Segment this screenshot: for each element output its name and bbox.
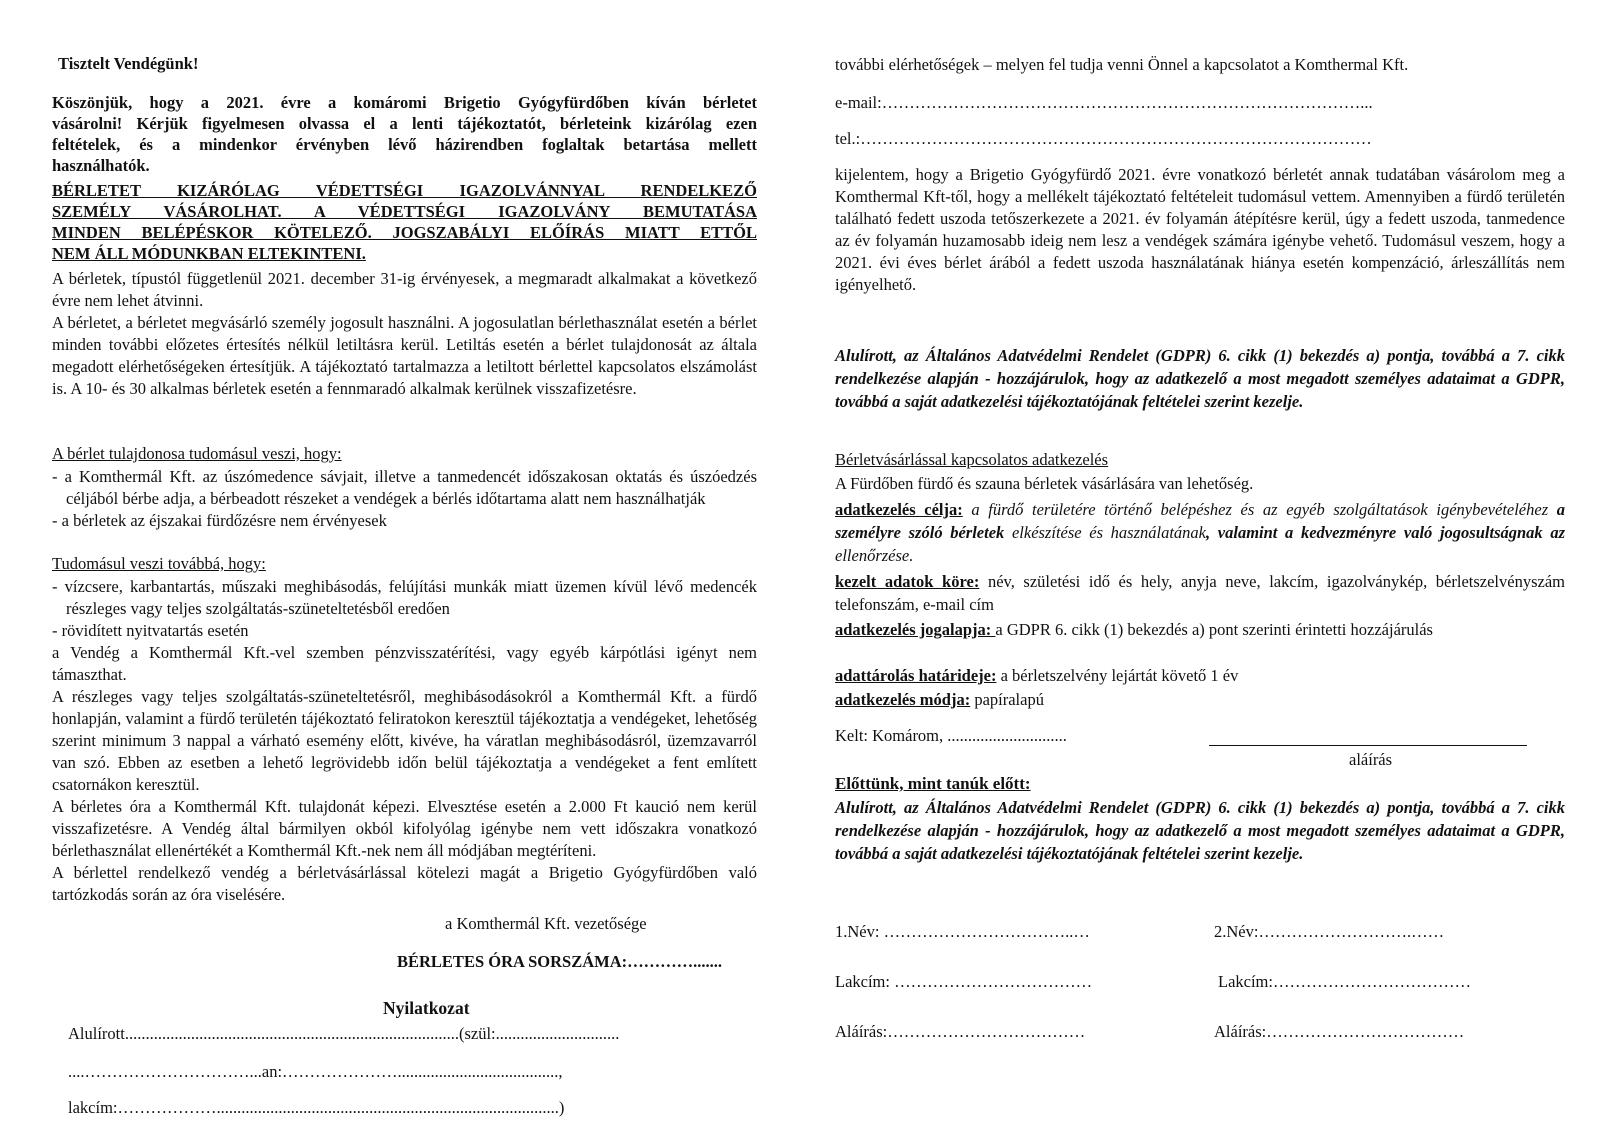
also-heading: Tudomásul veszi továbbá, hogy:: [52, 554, 266, 573]
intro-line: feltételek, és a mindenkor érvényben lévő házirendben foglaltak betartása mellett: [52, 135, 757, 154]
warning-line: MINDEN BELÉPÉSKOR KÖTELEZŐ. JOGSZABÁLYI ELŐÍRÁS MIATT ETTŐL: [52, 223, 757, 242]
declaration-title: Nyilatkozat: [383, 998, 470, 1018]
purpose-paragraph: [835, 498, 1565, 567]
witness1-signature-field[interactable]: Aláírás:………………………………: [835, 1022, 1086, 1041]
purpose-text: elkészítése és használatának: [1004, 523, 1206, 542]
witness2-address-field[interactable]: Lakcím:………………………………: [1218, 972, 1471, 991]
witness-gdpr-consent: Alulírott, az Általános Adatvédelmi Rendelet (GDPR) 6. cikk (1) bekezdés a) pontja, továbbá a 7. cikk rendelkezése alapján - hozzájárulok, hogy az adatkezelő a most megadott személyes adataimat a GDPR, továbbá a saját adatkezelési tájékoztatójának feltételei szerint kezelje.: [835, 798, 1565, 863]
declaration-mother-field[interactable]: ....…………………………...an:………………….......................................,: [68, 1062, 563, 1081]
owner-list: [52, 466, 757, 532]
witness-heading: Előttünk, mint tanúk előtt:: [835, 774, 1031, 793]
greeting: Tisztelt Vendégünk!: [58, 54, 199, 73]
also-item: - rövidített nyitvatartás esetén: [52, 621, 249, 640]
retention-paragraph: [835, 666, 1238, 686]
declaration-address-field[interactable]: lakcím:………………...................................................................................): [68, 1098, 565, 1117]
purpose-text: ellenőrzése.: [835, 546, 914, 565]
watch-number: BÉRLETES ÓRA SORSZÁMA:………….......: [397, 952, 723, 971]
signature-line[interactable]: [1209, 745, 1527, 746]
intro-paragraph: [52, 92, 757, 176]
retention-text: a bérletszelvény lejártát követő 1 év: [996, 666, 1239, 685]
owner-item: - a Komthermál Kft. az úszómedence sávjait, illetve a tanmedencét időszakosan oktatás és úszóedzés céljából bérbe adja, a bérbeadott részeket a vendégek a bérlés időtartama alatt nem használhatják: [52, 467, 757, 508]
purpose-text: a fürdő területére történő belépéshez és az egyéb szolgáltatások igénybevételéhez: [962, 500, 1557, 519]
contact-intro: további elérhetőségek – melyen fel tudja venni Önnel a kapcsolatot a Komthermal Kft.: [835, 55, 1409, 74]
legal-basis-paragraph: [835, 618, 1565, 641]
retention-label: adattárolás határideje:: [835, 666, 997, 685]
notice-paragraph: A részleges vagy teljes szolgáltatás-szüneteltetésről, meghibásodásokról a Komthermál Kft. a fürdő honlapján, valamint a fürdő területén tájékoztató feliratokon keresztül tájékoztatja a vendégeket, lehetőség szerint minimum 3 nappal a várható esemény előtt, kivéve, ha váratlan meghibásodásról, üzemzavarról van szó. Ebben az esetben a lehető legrövidebb időn belül tájékoztatja a vendégeket a fent említett csatornákon keresztül.: [52, 687, 757, 794]
data-handling-intro: A Fürdőben fürdő és szauna bérletek vásárlására van lehetőség.: [835, 474, 1254, 493]
data-handling-heading: Bérletvásárlással kapcsolatos adatkezelés: [835, 450, 1109, 469]
protection-warning: [52, 180, 757, 264]
witness2-signature-field[interactable]: Aláírás:………………………………: [1214, 1022, 1465, 1041]
ownership-paragraph: A bérletet, a bérletet megvásárló személy jogosult használni. A jogosulatlan bérlethasználat esetén a bérlet minden további előzetes értesítés nélkül letiltásra kerül. Letiltás esetén a bérlet tulajdonosát az általa megadott elérhetőségeken értesítjük. A tájékoztató tartalmazza a letiltott bérlettel kapcsolatos elszámolást is. A 10- és 30 alkalmas bérletek esetén a fennmaradó alkalmak kerülnek visszafizetésre.: [52, 313, 757, 398]
purpose-label: adatkezelés célja:: [835, 500, 963, 519]
wear-paragraph: A bérlettel rendelkező vendég a bérletvásárlással kötelezi magát a Brigetio Gyógyfürdőben való tartózkodás során az óra viselésére.: [52, 863, 757, 904]
validity-paragraph: A bérletek, típustól függetlenül 2021. december 31-ig érvényesek, a megmaradt alkalmakat a következő évre nem lehet átvinni.: [52, 269, 757, 310]
management-signature: a Komthermál Kft. vezetősége: [445, 914, 647, 933]
owner-item: - a bérletek az éjszakai fürdőzésre nem érvényesek: [52, 511, 387, 530]
watch-paragraph: A bérletes óra a Komthermál Kft. tulajdonát képezi. Elvesztése esetén a 2.000 Ft kaució nem kerül visszafizetésre. A Vendég által bármilyen okból kifolyólag igénybe nem vett időszakra vonatkozó bérlethasználat ellenértékét a Komthermál Kft.-nek nem áll módjában megtéríteni.: [52, 797, 757, 860]
declaration-name-field[interactable]: Alulírott.................................................................................(szül:..............................: [68, 1024, 620, 1043]
phone-field[interactable]: tel.:…………………………………………………………………………………: [835, 129, 1372, 148]
purpose-emphasis: a személyre szóló bérletek: [835, 500, 1565, 542]
legal-basis-text: a GDPR 6. cikk (1) bekezdés a) pont szerinti érintetti hozzájárulás: [995, 620, 1433, 639]
purpose-emphasis: , valamint a kedvezményre való jogosultságnak az: [1206, 523, 1565, 542]
refund-paragraph: a Vendég a Komthermál Kft.-vel szemben pénzvisszatérítési, vagy egyéb kárpótlási igényt nem támaszthat.: [52, 643, 757, 684]
scope-paragraph: [835, 570, 1565, 616]
also-item: - vízcsere, karbantartás, műszaki meghibásodás, felújítási munkák miatt üzemen kívül lévő medencék részleges vagy teljes szolgáltatás-szüneteltetésből eredően: [52, 577, 757, 618]
signature-label: aláírás: [1349, 750, 1393, 769]
legal-basis-label: adatkezelés jogalapja:: [835, 620, 996, 639]
warning-line: NEM ÁLL MÓDUNKBAN ELTEKINTENI.: [52, 244, 366, 263]
intro-line: vásárolni! Kérjük figyelmesen olvassa el a lenti tájékoztatót, bérleteink kizárólag ezen: [52, 114, 757, 133]
intro-line: Köszönjük, hogy a 2021. évre a komáromi Brigetio Gyógyfürdőben kíván bérletet: [52, 93, 757, 112]
also-list: [52, 576, 757, 642]
witness1-name-field[interactable]: 1.Név: ……………………………..…: [835, 922, 1090, 941]
witness1-address-field[interactable]: Lakcím: ………………………………: [835, 972, 1093, 991]
witness2-name-field[interactable]: 2.Név:……………………….……: [1214, 922, 1445, 941]
method-label: adatkezelés módja:: [835, 690, 971, 709]
statement-paragraph: kijelentem, hogy a Brigetio Gyógyfürdő 2021. évre vonatkozó bérletét annak tudatában vásárolom meg a Komthermal Kft-től, hogy a mellékelt tájékoztató feltételeit tudomásul vettem. Amennyiben a fürdő területén található fedett uszoda tetőszerkezete a 2021. év folyamán átépítésre kerül, úgy a fedett uszoda, tanmedence az év folyamán huzamosabb ideig nem lesz a vendégek számára igénybe vehető. Tudomásul veszem, hogy a 2021. évi éves bérlet árából a fedett uszoda használatának hiánya esetén kompenzáció, árleszállítás nem igényelhető.: [835, 165, 1565, 294]
warning-line: SZEMÉLY VÁSÁROLHAT. A VÉDETTSÉGI IGAZOLVÁNY BEMUTATÁSA: [52, 202, 757, 221]
method-text: papíralapú: [970, 690, 1044, 709]
intro-line: használhatók.: [52, 156, 150, 175]
warning-line: BÉRLETET KIZÁRÓLAG VÉDETTSÉGI IGAZOLVÁNNYAL RENDELKEZŐ: [52, 181, 757, 200]
gdpr-consent: Alulírott, az Általános Adatvédelmi Rendelet (GDPR) 6. cikk (1) bekezdés a) pontja, továbbá a 7. cikk rendelkezése alapján - hozzájárulok, hogy az adatkezelő a most megadott személyes adataimat a GDPR, továbbá a saját adatkezelési tájékoztatójának feltételei szerint kezelje.: [835, 346, 1565, 411]
owner-heading: A bérlet tulajdonosa tudomásul veszi, hogy:: [52, 444, 342, 463]
email-field[interactable]: e-mail:……………………………………………………………………………...: [835, 93, 1373, 112]
scope-label: kezelt adatok köre:: [835, 572, 980, 591]
date-place: Kelt: Komárom, .............................: [835, 726, 1067, 745]
scope-text: név, születési idő és hely, anyja neve, lakcím, igazolványkép, bérletszelvényszám telefonszám, e-mail cím: [835, 572, 1565, 614]
method-paragraph: [835, 690, 1044, 710]
